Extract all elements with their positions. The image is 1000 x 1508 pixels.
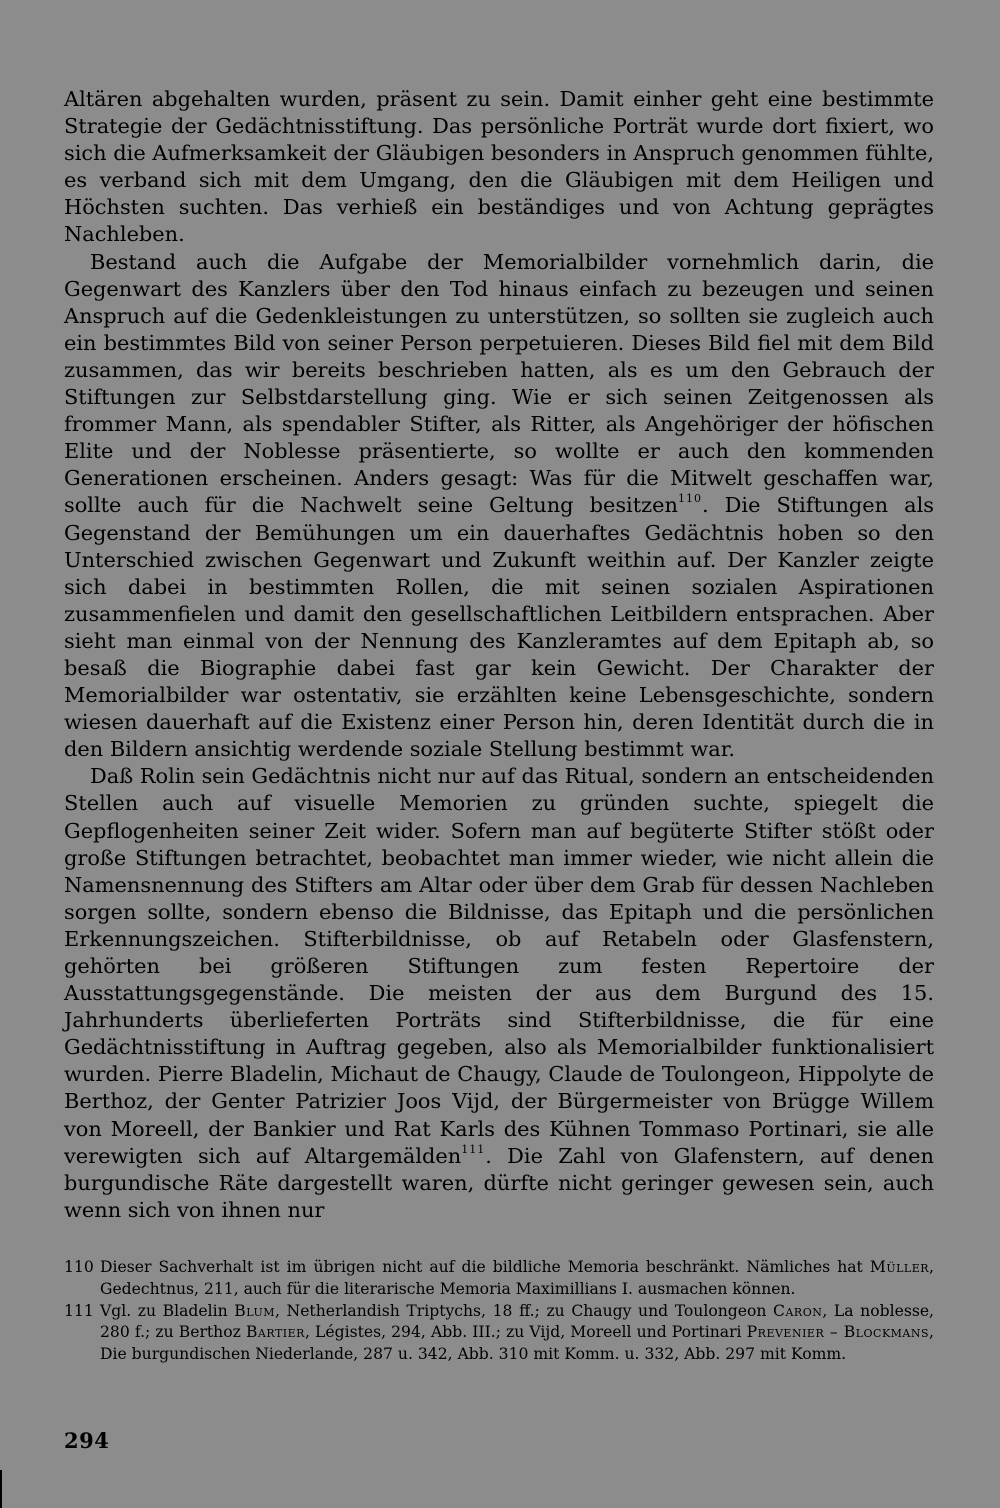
author-name: Blum bbox=[234, 1301, 275, 1320]
paragraph bbox=[64, 86, 934, 249]
author-name: Bartier bbox=[245, 1323, 305, 1342]
footnote-ref-110[interactable]: 110 bbox=[677, 492, 702, 506]
footnote-ref-111[interactable]: 111 bbox=[461, 1142, 486, 1156]
footnote-text: , Gedechtnus, 211, auch für die literarische Memoria Maximillians I. ausmachen können. bbox=[100, 1258, 934, 1298]
footnote-text: Vgl. zu Bladelin bbox=[100, 1301, 235, 1320]
paragraph-text: Bestand auch die Aufgabe der Memorialbilder vornehmlich darin, die Gegenwart des Kanzlers über den Tod hinaus einfach zu bezeugen und seinen Anspruch auf die Gedenkleistungen zu unterstützen, so sollten sie zugleich auch ein bestimmtes Bild von seiner Person perpetuieren. Dieses Bild fiel mit dem Bild zusammen, das wir bereits beschrieben hatten, als es um den Gebrauch der Stiftungen zur Selbstdarstellung ging. Wie er sich seinen Zeitgenossen als frommer Mann, als spendabler Stifter, als Ritter, als Angehöriger der höfischen Elite und der Noblesse präsentierte, so wollte er auch den kommenden Generationen erscheinen. Anders gesagt: Was für die Mitwelt geschaffen war, sollte auch für die Nachwelt seine Geltung besitzen bbox=[64, 249, 934, 518]
footnote-text: , Netherlandish Triptychs, 18 ff.; zu Chaugy und Toulongeon bbox=[274, 1301, 774, 1320]
footnote-text: , Légistes, 294, Abb. III.; zu Vijd, Moreell und Portinari bbox=[304, 1323, 747, 1342]
page-number: 294 bbox=[64, 1428, 110, 1453]
author-name: Müller bbox=[869, 1258, 930, 1276]
author-name: Caron bbox=[773, 1301, 823, 1320]
main-text bbox=[64, 86, 934, 1224]
footnotes bbox=[64, 1257, 934, 1366]
paragraph-text: . Die Stiftungen als Gegenstand der Bemühungen um ein dauerhaftes Gedächtnis hoben so den Unterschied zwischen Gegenwart und Zukunft weithin auf. Der Kanzler zeigte sich dabei in bestimmten Rollen, die mit seinen sozialen Aspirationen zusammenfielen und damit den gesellschaftlichen Leitbildern entsprachen. Aber sieht man einmal von der Nennung des Kanzleramtes auf dem Epitaph ab, so besaß die Biographie dabei fast gar kein Gewicht. Der Charakter der Memorialbilder war ostentativ, sie erzählten keine Lebensgeschichte, sondern wiesen dauerhaft auf die Existenz einer Person hin, deren Identität durch die in den Bildern ansichtig werdende soziale Stellung bestimmt war. bbox=[64, 493, 934, 762]
footnote-text: , La noblesse, 280 f.; zu Berthoz bbox=[100, 1301, 935, 1342]
footnote-111 bbox=[64, 1301, 934, 1366]
paragraph-text: . Die Zahl von Glafenstern, auf denen burgundische Räte dargestellt waren, dürfte nicht geringer gewesen sein, auch wenn sich von ihnen nur bbox=[64, 1143, 934, 1222]
footnote-number: 111 bbox=[64, 1301, 94, 1320]
paragraph-text: Altären abgehalten wurden, präsent zu sein. Damit einher geht eine bestimmte Strategie der Gedächtnisstiftung. Das persönliche Porträt wurde dort fixiert, wo sich die Aufmerksamkeit der Gläubigen besonders in Anspruch genommen fühlte, es verband sich mit dem Umgang, den die Gläubigen mit dem Heiligen und Höchsten suchten. Das verhieß ein beständiges und von Achtung geprägtes Nachleben. bbox=[64, 87, 934, 247]
paragraph-text: Daß Rolin sein Gedächtnis nicht nur auf das Ritual, sondern an entscheidenden Stellen auch auf visuelle Memorien zu gründen suchte, spiegelt die Gepflogenheiten seiner Zeit wider. Sofern man auf begüterte Stifter stößt oder große Stiftungen betrachtet, beobachtet man immer wieder, wie nicht allein die Namensnennung des Stifters am Altar oder über dem Grab für dessen Nachleben sorgen sollte, sondern ebenso die Bildnisse, das Epitaph und die persönlichen Erkennungszeichen. Stifterbildnisse, ob auf Retabeln oder Glasfenstern, gehörten bei größeren Stiftungen zum festen Repertoire der Ausstattungsgegenstände. Die meisten der aus dem Burgund des 15. Jahrhunderts überlieferten Porträts sind Stifterbildnisse, die für eine Gedächtnisstiftung in Auftrag gegeben, also als Memorialbilder funktionalisiert wurden. Pierre Bladelin, Michaut de Chaugy, Claude de Toulongeon, Hippolyte de Berthoz, der Genter Patrizier Joos Vijd, der Bürgermeister von Brügge Willem von Moreell, der Bankier und Rat Karls des Kühnen Tommaso Portinari, sie alle verewigten sich auf Altargemälden bbox=[64, 764, 934, 1168]
author-name: Prevenier – Blockmans bbox=[746, 1323, 930, 1342]
paragraph bbox=[64, 763, 934, 1224]
footnote-110 bbox=[64, 1257, 934, 1301]
paragraph bbox=[64, 249, 934, 764]
footnote-number: 110 bbox=[64, 1258, 94, 1276]
footnote-text: Dieser Sachverhalt ist im übrigen nicht auf die bildliche Memoria beschränkt. Nämliches hat bbox=[100, 1258, 870, 1276]
footnote-text: , Die burgundischen Niederlande, 287 u. 342, Abb. 310 mit Komm. u. 332, Abb. 297 mit Komm. bbox=[100, 1323, 934, 1364]
scan-edge-mark bbox=[0, 1470, 2, 1508]
